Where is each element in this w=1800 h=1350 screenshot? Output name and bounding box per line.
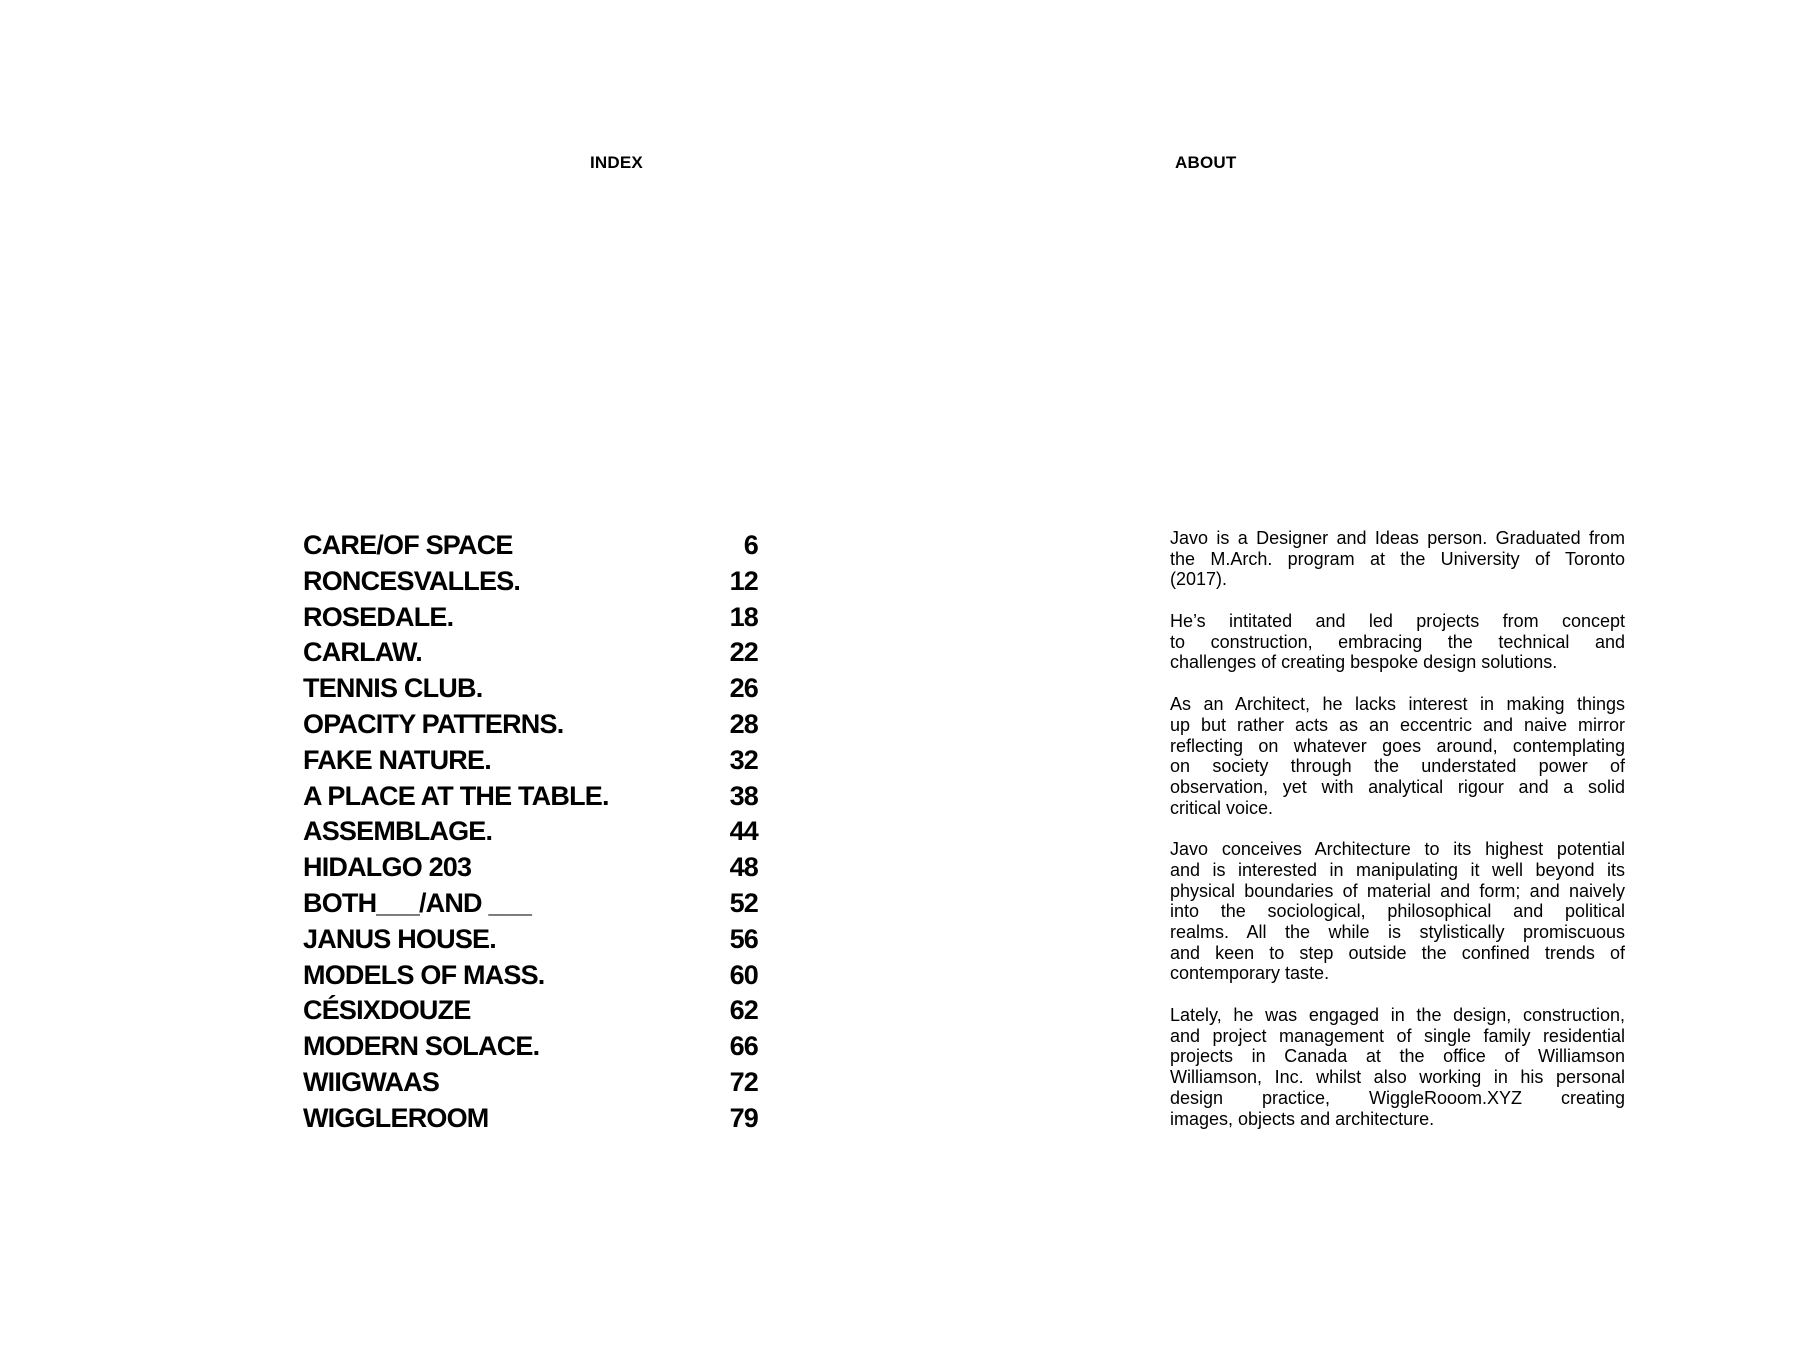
index-entry[interactable] (303, 849, 758, 885)
index-entry[interactable] (303, 563, 758, 599)
about-line: the M.Arch. program at the University of Toronto (1170, 548, 1625, 569)
index-entry-title: RONCESVALLES. (303, 565, 521, 596)
index-entry-title: JANUS HOUSE. (303, 923, 496, 954)
index-entry[interactable] (303, 1028, 758, 1064)
index-entry-page: 52 (729, 887, 758, 918)
index-entry-page: 60 (729, 959, 758, 990)
about-line: into the sociological, philosophical and political (1170, 901, 1625, 922)
about-paragraph (1170, 1005, 1625, 1129)
index-entry-page: 18 (729, 601, 758, 632)
about-line: and is interested in manipulating it well beyond its (1170, 859, 1625, 880)
index-entry-page: 56 (729, 923, 758, 954)
about-line: He’s intitated and led projects from concept (1170, 611, 1625, 632)
index-entry-page: 28 (729, 708, 758, 739)
about-line: Javo conceives Architecture to its highest potential (1170, 839, 1625, 860)
about-line: design practice, WiggleRooom.XYZ creating (1170, 1087, 1625, 1108)
index-entry[interactable] (303, 957, 758, 993)
about-paragraph (1170, 694, 1625, 818)
index-entry-title: ASSEMBLAGE. (303, 816, 493, 847)
about-line: Lately, he was engaged in the design, construction, (1170, 1005, 1625, 1026)
index-entry-page: 48 (729, 852, 758, 883)
index-entry-page: 44 (729, 816, 758, 847)
index-entry-page: 22 (729, 637, 758, 668)
index-entry-page: 6 (743, 530, 758, 560)
index-entry[interactable] (303, 599, 758, 635)
index-entry-title: ROSEDALE. (303, 601, 454, 632)
index-entry-title: CÉSIXDOUZE (303, 995, 471, 1026)
index-entry-title: FAKE NATURE. (303, 744, 491, 775)
about-line: Javo is a Designer and Ideas person. Graduated from (1170, 528, 1625, 548)
index-entry[interactable] (303, 813, 758, 849)
about-heading: ABOUT (1175, 153, 1237, 172)
index-entry-page: 12 (729, 565, 758, 596)
index-entry[interactable] (303, 992, 758, 1028)
index-entry[interactable] (303, 527, 758, 563)
about-line: to construction, embracing the technical and (1170, 631, 1625, 652)
about-line: observation, yet with analytical rigour and a solid (1170, 776, 1625, 797)
about-line: Williamson, Inc. whilst also working in his personal (1170, 1067, 1625, 1088)
about-line: contemporary taste. (1170, 963, 1330, 984)
index-entry-page: 72 (729, 1066, 758, 1097)
about-line: physical boundaries of material and form; and naively (1170, 880, 1625, 901)
index-entry[interactable] (303, 670, 758, 706)
index-entry[interactable] (303, 706, 758, 742)
index-entry[interactable] (303, 1100, 758, 1136)
index-entry-title: CARLAW. (303, 637, 422, 668)
index-entry[interactable] (303, 778, 758, 814)
index-entry-title: CARE/OF SPACE (303, 530, 513, 560)
index-heading: INDEX (590, 153, 643, 172)
index-entry[interactable] (303, 634, 758, 670)
index-entry-title: OPACITY PATTERNS. (303, 708, 564, 739)
index-entry-title: TENNIS CLUB. (303, 673, 483, 704)
about-line: and project management of single family residential (1170, 1025, 1625, 1046)
index-entry-page: 26 (729, 673, 758, 704)
index-entry[interactable] (303, 1064, 758, 1100)
about-line: realms. All the while is stylistically promiscuous (1170, 922, 1625, 942)
about-line: reflecting on whatever goes around, contemplating (1170, 735, 1625, 756)
about-line: (2017). (1170, 569, 1228, 590)
about-paragraph (1170, 839, 1625, 984)
index-entry[interactable] (303, 742, 758, 778)
index-entry[interactable] (303, 921, 758, 957)
about-line: images, objects and architecture. (1170, 1108, 1435, 1129)
about-line: up but rather acts as an eccentric and naive mirror (1170, 714, 1625, 735)
about-paragraph (1170, 528, 1625, 590)
about-paragraph (1170, 611, 1625, 673)
about-line: critical voice. (1170, 797, 1274, 818)
index-entry-page: 66 (729, 1031, 758, 1062)
about-text (1170, 528, 1625, 1150)
index-entry-page: 79 (729, 1102, 758, 1133)
about-line: and keen to step outside the confined trends of (1170, 942, 1625, 963)
about-line: projects in Canada at the office of Williamson (1170, 1046, 1625, 1067)
about-line: on society through the understated power of (1170, 756, 1625, 777)
index-entry-page: 32 (729, 744, 758, 775)
index-entry-page: 62 (729, 995, 758, 1026)
index-list (303, 527, 758, 1136)
index-entry-title: HIDALGO 203 (303, 852, 472, 883)
index-entry-title: WIIGWAAS (303, 1066, 440, 1097)
index-entry-title: BOTH___/AND ___ (303, 887, 532, 918)
about-line: As an Architect, he lacks interest in making things (1170, 694, 1625, 715)
index-entry[interactable] (303, 885, 758, 921)
index-entry-title: MODELS OF MASS. (303, 959, 545, 990)
about-line: challenges of creating bespoke design solutions. (1170, 652, 1558, 673)
index-entry-title: MODERN SOLACE. (303, 1031, 540, 1062)
index-entry-title: WIGGLEROOM (303, 1102, 489, 1133)
index-entry-page: 38 (729, 780, 758, 811)
index-entry-title: A PLACE AT THE TABLE. (303, 780, 609, 811)
